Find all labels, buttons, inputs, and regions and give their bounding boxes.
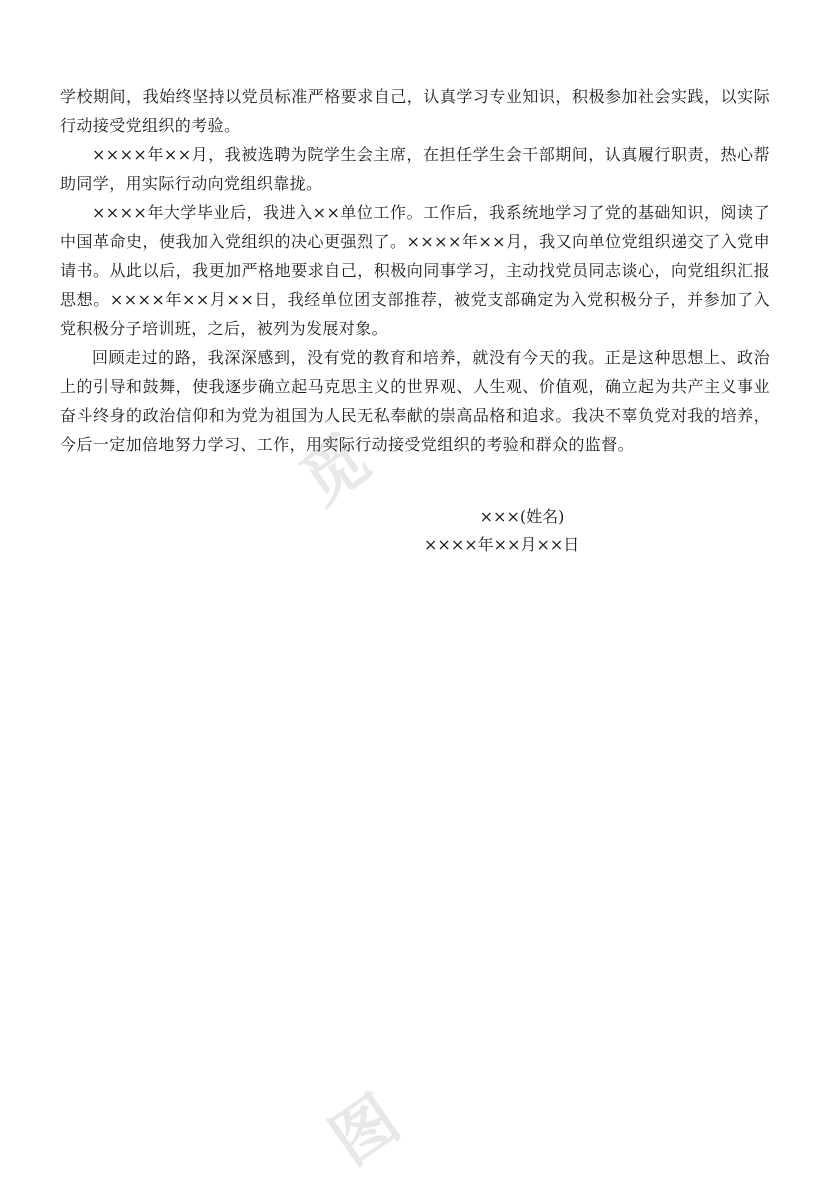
signature-name: ×××(姓名) xyxy=(479,507,565,526)
paragraph-4: 回顾走过的路，我深深感到，没有党的教育和培养，就没有今天的我。正是这种思想上、政治上的引导和鼓舞，使我逐步确立起马克思主义的世界观、人生观、价值观，确立起为共产主义事业奋斗终身的政治信仰和为党为祖国为人民无私奉献的崇高品格和追求。我决不辜负党对我的培养，今后一定加倍地努力学习、工作，用实际行动接受党组织的考验和群众的监督。 xyxy=(60,348,770,454)
watermark: 觅 xyxy=(288,422,383,520)
paragraph-2: ××××年××月，我被选聘为院学生会主席，在担任学生会干部期间，认真履行职责，热心帮助同学，用实际行动向党组织靠拢。 xyxy=(60,145,770,193)
signature-date: ××××年××月××日 xyxy=(424,535,580,554)
document-body xyxy=(60,82,770,459)
paragraph-3: ××××年大学毕业后，我进入××单位工作。工作后，我系统地学习了党的基础知识，阅读了中国革命史，使我加入党组织的决心更强烈了。××××年××月，我又向单位党组织递交了入党申请书。从此以后，我更加严格地要求自己，积极向同事学习，主动找党员同志谈心，向党组织汇报思想。××××年××月××日，我经单位团支部推荐，被党支部确定为入党积极分子，并参加了入党积极分子培训班，之后，被列为发展对象。 xyxy=(60,203,770,338)
paragraph-1: 学校期间，我始终坚持以党员标准严格要求自己，认真学习专业知识，积极参加社会实践，以实际行动接受党组织的考验。 xyxy=(60,87,770,135)
watermark: 图 xyxy=(318,1082,413,1180)
signature-block xyxy=(424,503,614,559)
